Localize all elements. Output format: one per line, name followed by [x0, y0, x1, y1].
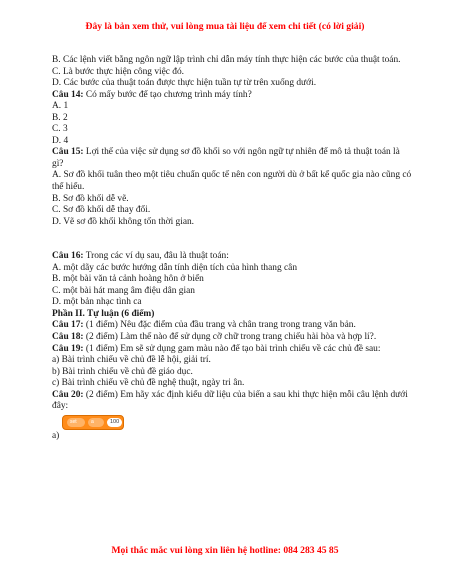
q14-option-b: B. 2 — [52, 112, 68, 123]
q16-option-c: C. một bài hát mang âm điệu dân gian — [52, 285, 195, 296]
q16-option-d: D. một bản nhạc tình ca — [52, 297, 142, 308]
scratch-set-variable-block — [62, 415, 124, 430]
document-body — [52, 55, 412, 443]
question-label: Câu 14: — [52, 89, 84, 100]
question-19 — [52, 344, 412, 356]
hotline-banner: Mọi thắc mắc vui lòng xin liên hệ hotline: 084 283 45 85 — [111, 545, 339, 556]
block-value: 100 — [107, 418, 122, 427]
q19-item-b: b) Bài trình chiếu về chủ đề giáo dục. — [52, 366, 193, 377]
question-text: (2 điểm) Em hãy xác định kiểu dữ liệu của biến a sau khi thực hiện mỗi câu lệnh dưới đây: — [52, 389, 408, 412]
question-text: Lợi thế của việc sử dụng sơ đồ khối so với ngôn ngữ tự nhiên để mô tả thuật toán là gì? — [52, 147, 400, 169]
question-label: Câu 19: — [52, 343, 84, 354]
option-c-prev: C. Là bước thực hiện công việc đó. — [52, 66, 185, 77]
question-label: Câu 15: — [52, 147, 84, 158]
question-text: (2 điểm) Làm thế nào để sử dụng cỡ chữ trong trang chiếu hài hòa và hợp lí?. — [83, 332, 377, 343]
question-20 — [52, 390, 412, 413]
q15-option-c: C. Sơ đồ khối dễ thay đổi. — [52, 205, 151, 216]
question-text: Trong các ví dụ sau, đâu là thuật toán: — [83, 251, 229, 262]
question-text: Có mấy bước để tạo chương trình máy tính? — [83, 89, 252, 100]
question-label: Câu 17: — [52, 320, 84, 331]
question-17 — [52, 320, 412, 332]
q14-option-c: C. 3 — [52, 124, 68, 135]
question-14 — [52, 90, 412, 102]
q19-item-a: a) Bài trình chiếu về chủ đề lễ hội, giải trí. — [52, 355, 211, 366]
q15-option-a: A. Sơ đồ khối tuân theo một tiêu chuẩn quốc tế nên con người dù ở bất kể quốc gia nào cũng có thể hiểu. — [52, 170, 412, 193]
q16-option-a: A. một dãy các bước hướng dẫn tính diện tích của hình thang cân — [52, 262, 298, 273]
question-text: (1 điểm) Em sẽ sử dụng gam màu nào để tạo bài trình chiếu về các chủ đề sau: — [83, 343, 381, 354]
block-variable-dropdown: a — [88, 418, 104, 427]
question-label: Câu 18: — [52, 332, 84, 343]
scratch-block-figure — [52, 413, 412, 443]
q16-option-b: B. một bài văn tả cảnh hoàng hôn ở biển — [52, 274, 204, 285]
preview-banner: Đây là bản xem thử, vui lòng mua tài liệu để xem chi tiết (có lời giải) — [85, 21, 365, 32]
q15-option-d: D. Vẽ sơ đồ khối không tốn thời gian. — [52, 216, 195, 227]
question-label: Câu 20: — [52, 389, 84, 400]
q15-option-b: B. Sơ đồ khối dễ vẽ. — [52, 193, 129, 204]
q20-option-a: a) — [52, 430, 60, 441]
question-18 — [52, 332, 412, 344]
q14-option-a: A. 1 — [52, 101, 69, 112]
q14-option-d: D. 4 — [52, 135, 69, 146]
option-b-prev: B. Các lệnh viết bằng ngôn ngữ lập trình chỉ dẫn máy tính thực hiện các bước của thuật toán. — [52, 55, 401, 65]
question-text: (1 điểm) Nêu đặc điểm của đầu trang và chân trang trong trang văn bản. — [83, 320, 356, 331]
question-label: Câu 16: — [52, 251, 84, 262]
block-word-set: set — [67, 418, 85, 427]
option-d-prev: D. Các bước của thuật toán được thực hiện tuần tự từ trên xuống dưới. — [52, 78, 317, 89]
q19-item-c: c) Bài trình chiếu về chủ đề nghệ thuật, ngày tri ân. — [52, 378, 245, 389]
question-16 — [52, 251, 412, 263]
part-2-title: Phần II. Tự luận (6 điểm) — [52, 308, 155, 319]
question-15 — [52, 147, 412, 170]
